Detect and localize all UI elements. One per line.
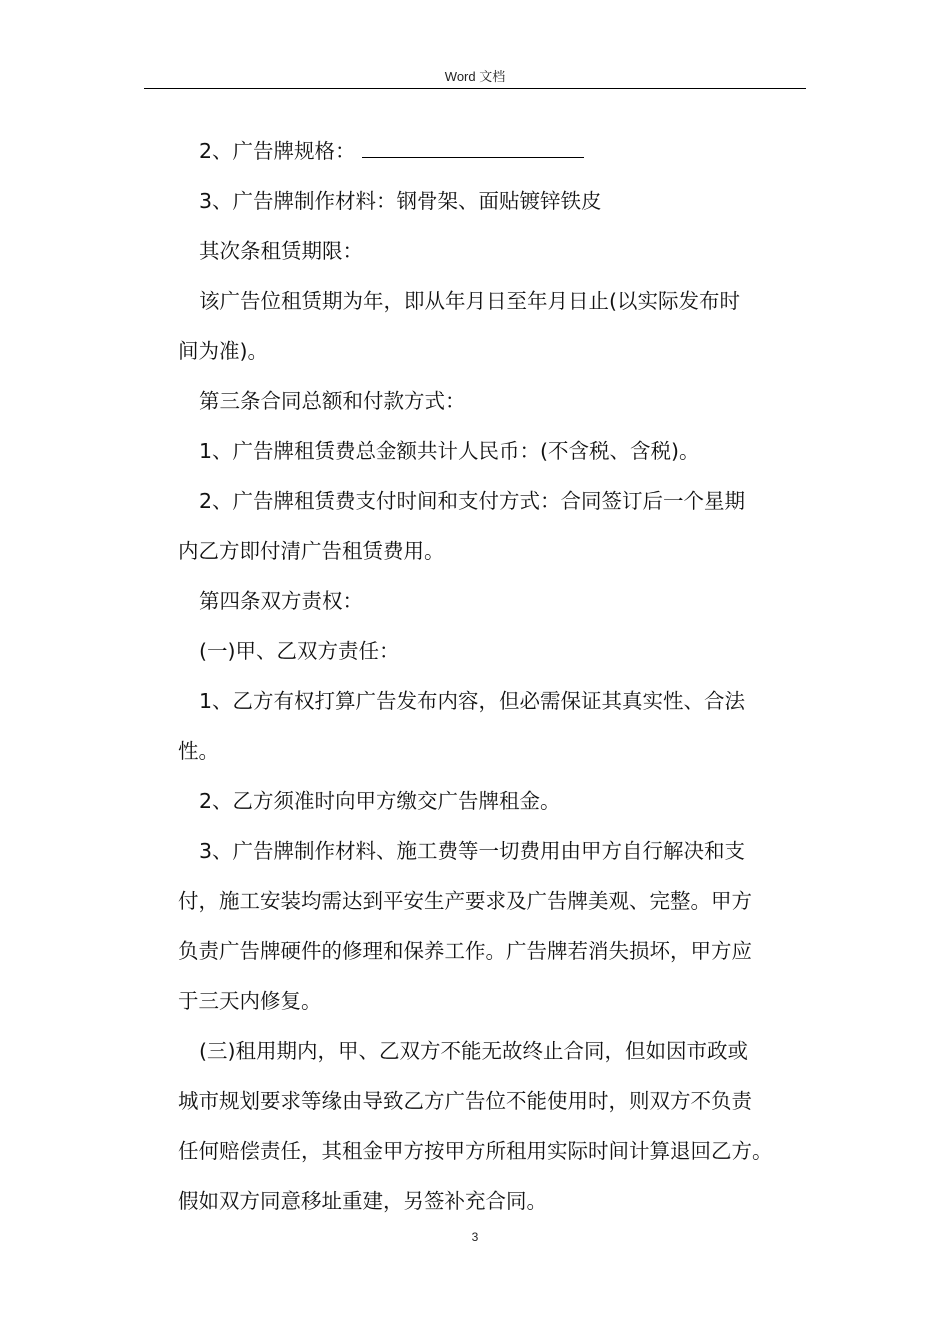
paragraph-duty-3 xyxy=(178,826,818,876)
paragraph-line: 负责广告牌硬件的修理和保养工作。广告牌若消失损坏，甲方应 xyxy=(178,939,752,963)
paragraph-heading-payment xyxy=(178,376,818,426)
paragraph-termination-cont xyxy=(178,1176,818,1226)
paragraph-line: 1、广告牌租赁费总金额共计人民币：(不含税、含税)。 xyxy=(199,439,700,463)
paragraph-line: 性。 xyxy=(178,739,219,763)
paragraph-material xyxy=(178,176,818,226)
paragraph-line: 2、广告牌租赁费支付时间和支付方式：合同签订后一个星期 xyxy=(199,489,746,513)
paragraph-total xyxy=(178,426,818,476)
paragraph-line: 付，施工安装均需达到平安生产要求及广告牌美观、完整。甲方 xyxy=(178,889,752,913)
header-divider xyxy=(144,88,806,89)
paragraph-line: (一)甲、乙双方责任： xyxy=(199,639,400,663)
paragraph-line: 第四条双方责权： xyxy=(199,589,363,613)
paragraph-payment-time-cont xyxy=(178,526,818,576)
paragraph-line: 该广告位租赁期为年，即从年月日至年月日止(以实际发布时 xyxy=(199,289,740,313)
fill-in-blank xyxy=(362,137,584,158)
document-body xyxy=(178,126,818,1226)
paragraph-payment-time xyxy=(178,476,818,526)
paragraph-duty-2 xyxy=(178,776,818,826)
paragraph-term-cont xyxy=(178,326,818,376)
paragraph-line: 1、乙方有权打算广告发布内容，但必需保证其真实性、合法 xyxy=(199,689,746,713)
paragraph-line: 2、乙方须准时向甲方缴交广告牌租金。 xyxy=(199,789,561,813)
paragraph-line: 假如双方同意移址重建，另签补充合同。 xyxy=(178,1189,547,1213)
paragraph-heading-term xyxy=(178,226,818,276)
paragraph-line: 3、广告牌制作材料、施工费等一切费用由甲方自行解决和支 xyxy=(199,839,746,863)
paragraph-term xyxy=(178,276,818,326)
paragraph-line: 其次条租赁期限： xyxy=(199,239,363,263)
paragraph-heading-rights xyxy=(178,576,818,626)
paragraph-duty-3-cont xyxy=(178,876,818,926)
paragraph-duty-3-cont xyxy=(178,976,818,1026)
page-number: 3 xyxy=(471,1230,479,1244)
paragraph-line: 第三条合同总额和付款方式： xyxy=(199,389,466,413)
paragraph-line: 3、广告牌制作材料：钢骨架、面贴镀锌铁皮 xyxy=(199,189,602,213)
paragraph-line: 间为准)。 xyxy=(178,339,268,363)
paragraph-duty-3-cont xyxy=(178,926,818,976)
paragraph-termination xyxy=(178,1026,818,1076)
paragraph-heading-duties xyxy=(178,626,818,676)
paragraph-line: 2、广告牌规格： xyxy=(199,139,356,163)
page-header: Word 文档 xyxy=(444,69,506,84)
paragraph-line: 于三天内修复。 xyxy=(178,989,322,1013)
paragraph-duty-1-cont xyxy=(178,726,818,776)
paragraph-line: 城市规划要求等缘由导致乙方广告位不能使用时，则双方不负责 xyxy=(178,1089,752,1113)
paragraph-termination-cont xyxy=(178,1076,818,1126)
paragraph-duty-1 xyxy=(178,676,818,726)
paragraph-termination-cont xyxy=(178,1126,818,1176)
paragraph-spec xyxy=(178,126,818,176)
paragraph-line: 内乙方即付清广告租赁费用。 xyxy=(178,539,445,563)
paragraph-line: 任何赔偿责任，其租金甲方按甲方所租用实际时间计算退回乙方。 xyxy=(178,1139,773,1163)
paragraph-line: (三)租用期内，甲、乙双方不能无故终止合同，但如因市政或 xyxy=(199,1039,748,1063)
